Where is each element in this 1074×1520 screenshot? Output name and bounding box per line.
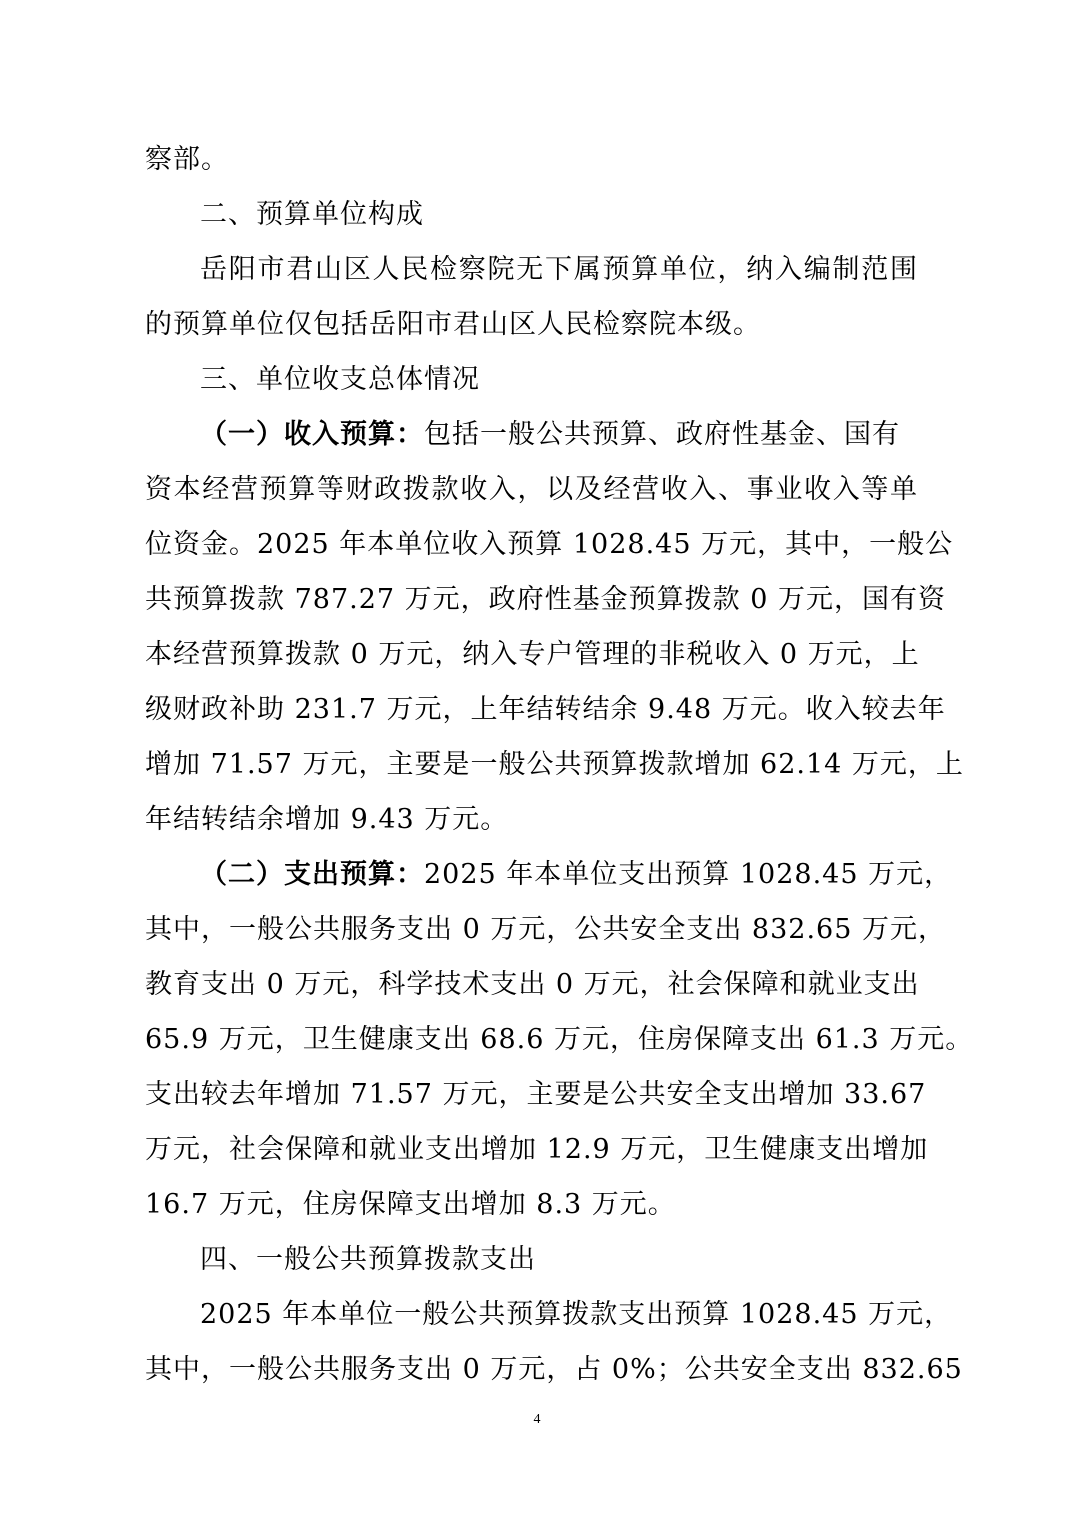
text-line [200, 859, 952, 891]
text-line: 支出较去年增加 71.57 万元，主要是公共安全支出增加 33.67 [145, 1079, 927, 1110]
section-heading: 三、单位收支总体情况 [200, 364, 480, 395]
text-line [200, 419, 900, 451]
section-heading: 二、预算单位构成 [200, 199, 424, 230]
text-line: 2025 年本单位一般公共预算拨款支出预算 1028.45 万元， [200, 1299, 953, 1330]
text-line: 年结转结余增加 9.43 万元。 [145, 804, 509, 835]
text-line: 岳阳市君山区人民检察院无下属预算单位，纳入编制范围 [200, 254, 918, 285]
text-span: 2025 年本单位支出预算 1028.45 万元， [424, 859, 953, 890]
text-line: 级财政补助 231.7 万元，上年结转结余 9.48 万元。收入较去年 [145, 694, 946, 725]
text-line: 本经营预算拨款 0 万元，纳入专户管理的非税收入 0 万元，上 [145, 639, 920, 670]
text-line: 察部。 [145, 144, 229, 175]
text-span: 包括一般公共预算、政府性基金、国有 [424, 419, 900, 450]
page-number: 4 [533, 1412, 541, 1427]
subsection-label: （二）支出预算： [200, 859, 424, 890]
text-line: 万元，社会保障和就业支出增加 12.9 万元，卫生健康支出增加 [145, 1134, 929, 1165]
text-line: 位资金。2025 年本单位收入预算 1028.45 万元，其中，一般公 [145, 529, 954, 560]
section-heading: 四、一般公共预算拨款支出 [200, 1244, 536, 1275]
text-line: 其中，一般公共服务支出 0 万元，占 0%；公共安全支出 832.65 [145, 1354, 963, 1385]
text-line: 教育支出 0 万元，科学技术支出 0 万元，社会保障和就业支出 [145, 969, 920, 1000]
text-line: 其中，一般公共服务支出 0 万元，公共安全支出 832.65 万元， [145, 914, 946, 945]
text-line: 65.9 万元，卫生健康支出 68.6 万元，住房保障支出 61.3 万元。 [145, 1024, 974, 1055]
text-line: 的预算单位仅包括岳阳市君山区人民检察院本级。 [145, 309, 761, 340]
text-line: 共预算拨款 787.27 万元，政府性基金预算拨款 0 万元，国有资 [145, 584, 946, 615]
text-line: 资本经营预算等财政拨款收入，以及经营收入、事业收入等单 [145, 474, 918, 505]
subsection-label: （一）收入预算： [200, 419, 424, 450]
text-line: 16.7 万元，住房保障支出增加 8.3 万元。 [145, 1189, 676, 1220]
text-line: 增加 71.57 万元，主要是一般公共预算拨款增加 62.14 万元，上 [145, 749, 964, 780]
